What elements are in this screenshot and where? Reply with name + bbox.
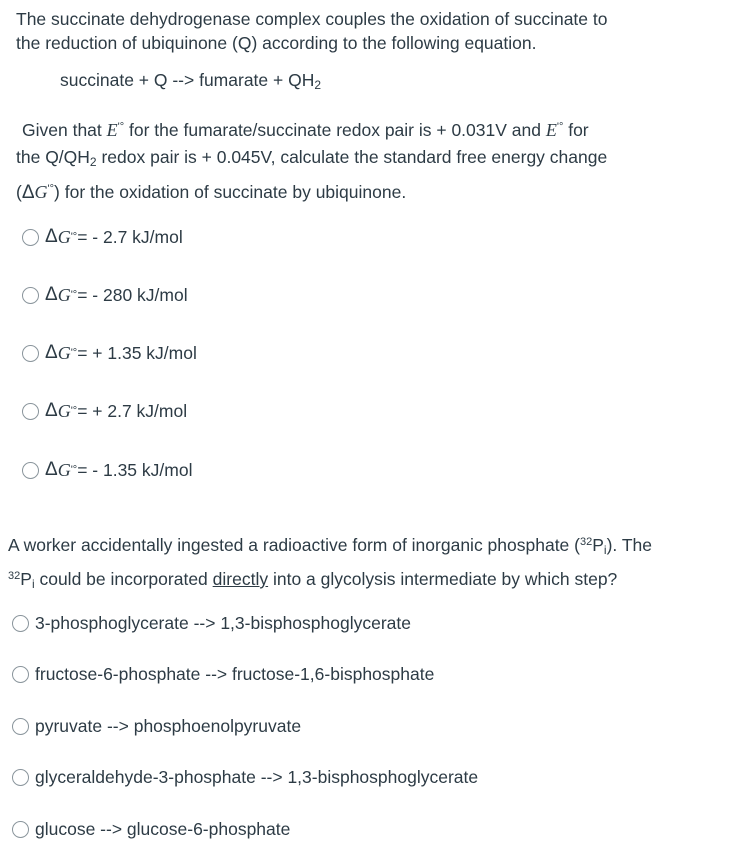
g-symbol: G — [57, 400, 71, 421]
prime-degree: '° — [47, 183, 55, 195]
phosphate-symbol: P — [20, 569, 32, 589]
given-subscript: 2 — [89, 155, 97, 169]
given-text-a: Given that — [22, 120, 107, 140]
phosphate-symbol: P — [592, 535, 604, 555]
prime-degree: '° — [70, 289, 78, 301]
prime-degree: '° — [556, 121, 564, 133]
q2-option-4[interactable] — [12, 767, 478, 788]
q1-intro — [16, 7, 716, 55]
option-label: pyruvate --> phosphoenolpyruvate — [35, 716, 302, 736]
inorganic-subscript: i — [603, 543, 607, 557]
option-label: = + 1.35 kJ/mol — [77, 342, 197, 363]
q2-text-a: A worker accidentally ingested a radioactive form of inorganic phosphate ( — [8, 535, 580, 555]
delta-symbol: Δ — [45, 284, 58, 305]
radio-button[interactable] — [22, 403, 39, 420]
g-symbol: G — [57, 342, 71, 363]
q2-option-5[interactable] — [12, 819, 290, 840]
q2-option-1[interactable] — [12, 613, 411, 634]
option-label: fructose-6-phosphate --> fructose-1,6-bisphosphate — [35, 664, 435, 684]
option-label: 3-phosphoglycerate --> 1,3-bisphosphoglycerate — [35, 613, 411, 633]
radio-button[interactable] — [22, 287, 39, 304]
option-label: glucose --> glucose-6-phosphate — [35, 819, 291, 839]
q1-option-5[interactable] — [22, 459, 192, 481]
q2-text-c: could be incorporated — [34, 569, 213, 589]
e-symbol: E — [545, 120, 557, 140]
q1-intro-line2: the reduction of ubiquinone (Q) according to the following equation. — [16, 33, 537, 53]
prime-degree: '° — [70, 347, 78, 359]
given-text-b: for the fumarate/succinate redox pair is + 0.031V and — [124, 120, 546, 140]
q1-option-3[interactable] — [22, 342, 197, 364]
q1-equation — [60, 70, 321, 92]
option-label: = + 2.7 kJ/mol — [77, 400, 188, 421]
delta-symbol: Δ — [45, 342, 58, 363]
option-label: = - 2.7 kJ/mol — [77, 226, 183, 247]
radio-button[interactable] — [12, 666, 29, 683]
q1-option-1[interactable] — [22, 226, 183, 248]
delta-symbol: Δ — [45, 400, 58, 421]
g-symbol: G — [57, 459, 71, 480]
e-symbol: E — [106, 120, 118, 140]
paren-open: ( — [16, 182, 22, 202]
option-label: = - 280 kJ/mol — [77, 284, 188, 305]
radio-button[interactable] — [12, 769, 29, 786]
inorganic-subscript: i — [31, 577, 35, 591]
isotope-number: 32 — [8, 570, 21, 582]
equation-text: succinate + Q --> fumarate + QH — [60, 70, 315, 90]
q2-option-2[interactable] — [12, 664, 434, 685]
prime-degree: '° — [117, 121, 125, 133]
given-text-c: for — [563, 120, 589, 140]
given-text-f: ) for the oxidation of succinate by ubiquinone. — [54, 182, 407, 202]
given-text-d: the Q/QH — [16, 147, 90, 167]
radio-button[interactable] — [22, 229, 39, 246]
q2-prompt — [8, 529, 728, 597]
radio-button[interactable] — [22, 345, 39, 362]
q2-text-b: ). The — [606, 535, 652, 555]
g-symbol: G — [57, 226, 71, 247]
equation-subscript: 2 — [314, 78, 322, 92]
delta-symbol: Δ — [21, 182, 35, 203]
underlined-word: directly — [212, 569, 269, 589]
isotope-number: 32 — [579, 536, 593, 548]
delta-symbol: Δ — [45, 459, 58, 480]
q2-option-3[interactable] — [12, 716, 301, 737]
g-symbol: G — [57, 284, 71, 305]
prime-degree: '° — [70, 405, 78, 417]
q1-option-4[interactable] — [22, 400, 187, 422]
q1-given — [16, 114, 721, 206]
option-label: glyceraldehyde-3-phosphate --> 1,3-bisphosphoglycerate — [35, 767, 479, 787]
delta-symbol: Δ — [45, 226, 58, 247]
radio-button[interactable] — [12, 718, 29, 735]
radio-button[interactable] — [12, 821, 29, 838]
option-label: = - 1.35 kJ/mol — [77, 459, 193, 480]
q2-text-d: into a glycolysis intermediate by which step? — [268, 569, 618, 589]
given-text-e: redox pair is + 0.045V, calculate the standard free energy change — [96, 147, 608, 167]
radio-button[interactable] — [22, 462, 39, 479]
q1-intro-line1: The succinate dehydrogenase complex couples the oxidation of succinate to — [16, 9, 608, 29]
g-symbol: G — [34, 182, 48, 202]
prime-degree: '° — [70, 464, 78, 476]
radio-button[interactable] — [12, 615, 29, 632]
q1-option-2[interactable] — [22, 284, 188, 306]
prime-degree: '° — [70, 231, 78, 243]
